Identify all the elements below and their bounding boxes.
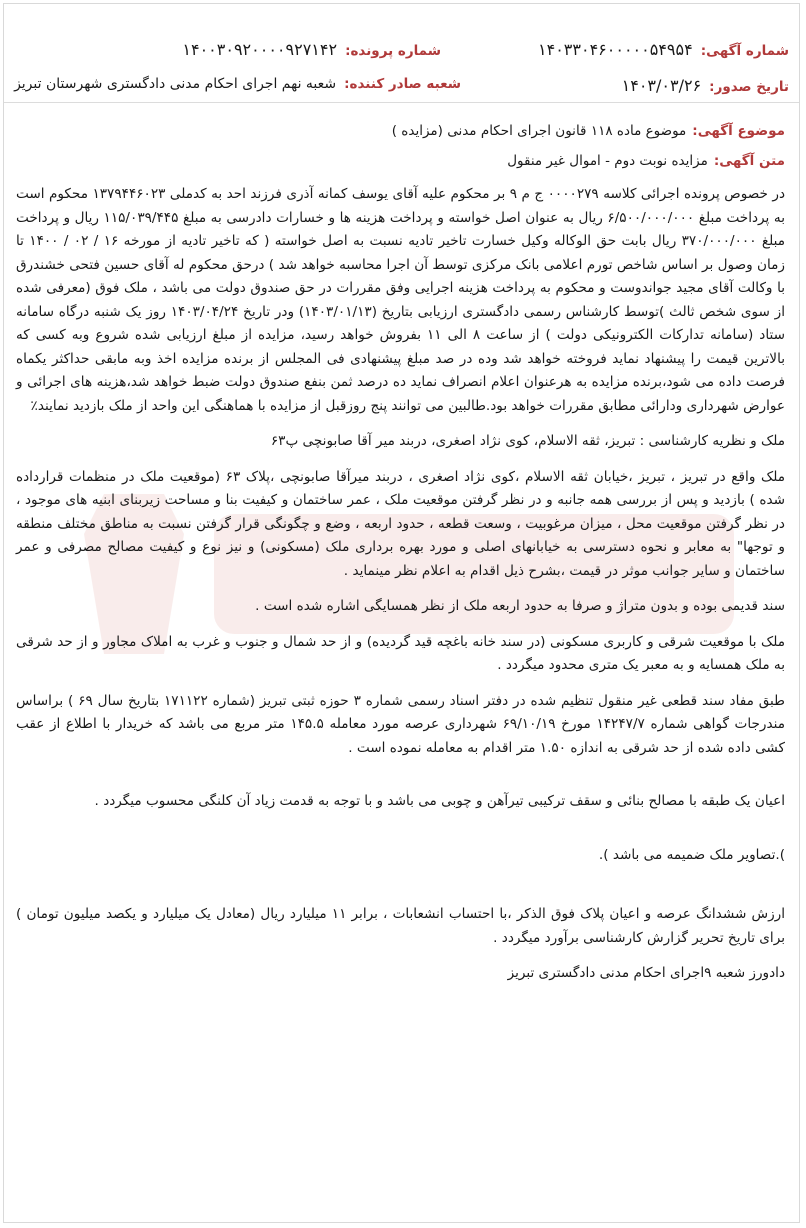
- issue-date-value: ۱۴۰۳/۰۳/۲۶: [621, 76, 702, 95]
- notice-header: [4, 4, 799, 103]
- ad-number-label: شماره آگهی:: [700, 43, 789, 59]
- signature-paragraph: دادورز شعبه ۹اجرای احکام مدنی دادگستری تبریز: [507, 965, 785, 981]
- case-number-row: [182, 40, 441, 59]
- issuer-label: شعبه صادر کننده:: [344, 76, 461, 92]
- issue-date-row: [622, 76, 789, 95]
- property-address-paragraph: ملک و نظریه کارشناسی : تبریز، ثقه الاسلام، کوی نژاد اصغری، دربند میر آقا صابونچی پ۶۳: [270, 433, 785, 449]
- ad-number-row: [538, 40, 789, 59]
- text-row: [16, 153, 785, 169]
- issuer-row: [14, 76, 461, 92]
- notice-content: [4, 103, 799, 986]
- issue-date-label: تاریخ صدور:: [709, 79, 789, 95]
- boundaries-paragraph: ملک با موقعیت شرقی و کاربری مسکونی (در سند خانه باغچه قید گردیده) و از حد شمال و جنوب و غرب به املاک مجاور و از حد شرقی به ملک همسایه و به معبر یک متری محدود میگردد .: [16, 633, 785, 673]
- deed-note-paragraph: سند قدیمی بوده و بدون متراژ و صرفا به حدود اربعه ملک از نظر همسایگی اشاره شده است .: [255, 598, 785, 614]
- expert-opinion-paragraph: ملک واقع در تبریز ، تبریز ،خیابان ثقه الاسلام ،کوی نژاد اصغری ، دربند میرآقا صابونچی ،پلاک ۶۳ (موقعیت ملک در منظمات قرارداده شده ) بازدید و پس از بررسی همه جانبه و در نظر گرفتن موقعیت ملک ، عمر ساختمان و کیفیت بنا و مساحت زیربنای ابنیه های موجود ، در نظر گرفتن موقعیت محل ، میزان مرغوبیت ، وسعت قطعه ، حدود اربعه ، وضع و چگونگی قرار گرفتن نسبت به مناطق مختلف منطقه و توجها" به معابر و نحوه دسترسی به خیابانهای اصلی و مورد بهره برداری ملک (مسکونی) و نیز نوع و کیفیت مصالح مصرفی و عمر ساختمان و سایر جوانب موثر در قیمت ،بشرح ذیل اقدام به اعلام نظر مینماید .: [16, 468, 785, 579]
- text-value: مزایده نوبت دوم - اموال غیر منقول: [507, 153, 708, 169]
- valuation-paragraph: ارزش ششدانگ عرصه و اعیان پلاک فوق الذکر ،با احتساب انشعابات ، برابر ۱۱ میلیارد ریال (معادل یک میلیارد و یکصد میلیون تومان ) برای تاریخ تحریر گزارش کارشناسی برآورد میگردد .: [16, 906, 785, 946]
- case-number-value: ۱۴۰۰۳۰۹۲۰۰۰۰۹۲۷۱۴۲: [182, 40, 338, 59]
- deed-details-paragraph: طبق مفاد سند قطعی غیر منقول تنظیم شده در دفتر اسناد رسمی شماره ۳ حوزه ثبتی تبریز (شماره ۱۷۱۱۲۲ بتاریخ سال ۶۹ ) براساس مندرجات گواهی شماره ۱۴۲۴۷/۷ مورخ ۶۹/۱۰/۱۹ شهرداری عرصه مورد معامله ۱۴۵.۵ متر مربع می باشد که خریدار با اطلاع از عقب کشی داده شده از حد شرقی به اندازه ۱.۵۰ متر اقدام به معامله نموده است .: [16, 692, 785, 756]
- building-paragraph: اعیان یک طبقه با مصالح بنائی و سقف ترکیبی تیرآهن و چوبی می باشد و با توجه به قدمت زیاد آن کلنگی محسوب میگردد .: [94, 793, 785, 809]
- images-note-paragraph: ).تصاویر ملک ضمیمه می باشد ).: [598, 846, 785, 863]
- text-label: متن آگهی:: [713, 153, 785, 169]
- subject-row: [16, 123, 785, 139]
- issuer-value: شعبه نهم اجرای احکام مدنی دادگستری شهرستان تبریز: [14, 76, 337, 92]
- subject-label: موضوع آگهی:: [692, 123, 785, 139]
- case-details-paragraph: در خصوص پرونده اجرائی کلاسه ۰۰۰۰۲۷۹ ج م ۹ بر محکوم علیه آقای یوسف کمانه آذری فرزند احد به کدملی ۱۳۷۹۴۴۶۰۲۳ محکوم است به پرداخت مبلغ ۶/۵۰۰/۰۰۰/۰۰۰ ریال به عنوان اصل خواسته و پرداخت هزینه ها و خسارات دادرسی به مبلغ ۱۱۵/۰۳۹/۴۴۵ ریال و پرداخت مبلغ ۳۷۰/۰۰۰/۰۰۰ ریال بابت حق الوکاله وکیل خسارت تاخیر تادیه نسبت به اصل خواسته ( که تاخیر تادیه از مورخه ۱۶ / ۰۲ / ۱۴۰۰ تا زمان وصول بر اساس شاخص تورم اعلامی بانک مرکزی توسط آن اجرا محاسبه خواهد شد ) درحق محکوم له آقای حسین فتحی خشندرق با وکالت آقای مجید جواندوست و محکوم به پرداخت هزینه اجرایی وفق مقررات در حق صندوق دولت می باشد ، ملک فوق (معرفی شده از سوی شخص ثالث )توسط کارشناس رسمی دادگستری ارزیابی بتاریخ (۱۴۰۳/۰۱/۱۳) ودر تاریخ ۱۴۰۳/۰۴/۲۴ روز یک شنبه درگاه سامانه ستاد (سامانه تدارکات الکترونیکی دولت ) از ساعت ۸ الی ۱۱ بفروش خواهد رسید، مزایده از مبلغ ارزیابی شده شروع وبه کسی که بالاترین قیمت را پیشنهاد نماید فروخته خواهد شد وده در صد مبلغ پیشنهادی فی المجلس از برنده مزایده اخذ وبه مابقی حداکثر یکماه فرصت داده می شود،برنده مزایده به هرعنوان اعلام انصراف نماید ده درصد ثمن بنفع صندوق دولت ضبط خواهد شد،هزینه های اجرائی و عوارض شهرداری ودارائی مطابق مقررات خواهد بود.طالبین می توانند پنج روزقبل از مزایده با هماهنگی این واحد از ملک بازدید نمایند٪: [16, 186, 786, 414]
- case-number-label: شماره پرونده:: [345, 43, 441, 59]
- notice-frame: [3, 3, 800, 1223]
- subject-value: موضوع ماده ۱۱۸ قانون اجرای احکام مدنی (مزایده ): [391, 123, 687, 139]
- ad-number-value: ۱۴۰۳۳۰۴۶۰۰۰۰۰۵۴۹۵۴: [538, 40, 693, 59]
